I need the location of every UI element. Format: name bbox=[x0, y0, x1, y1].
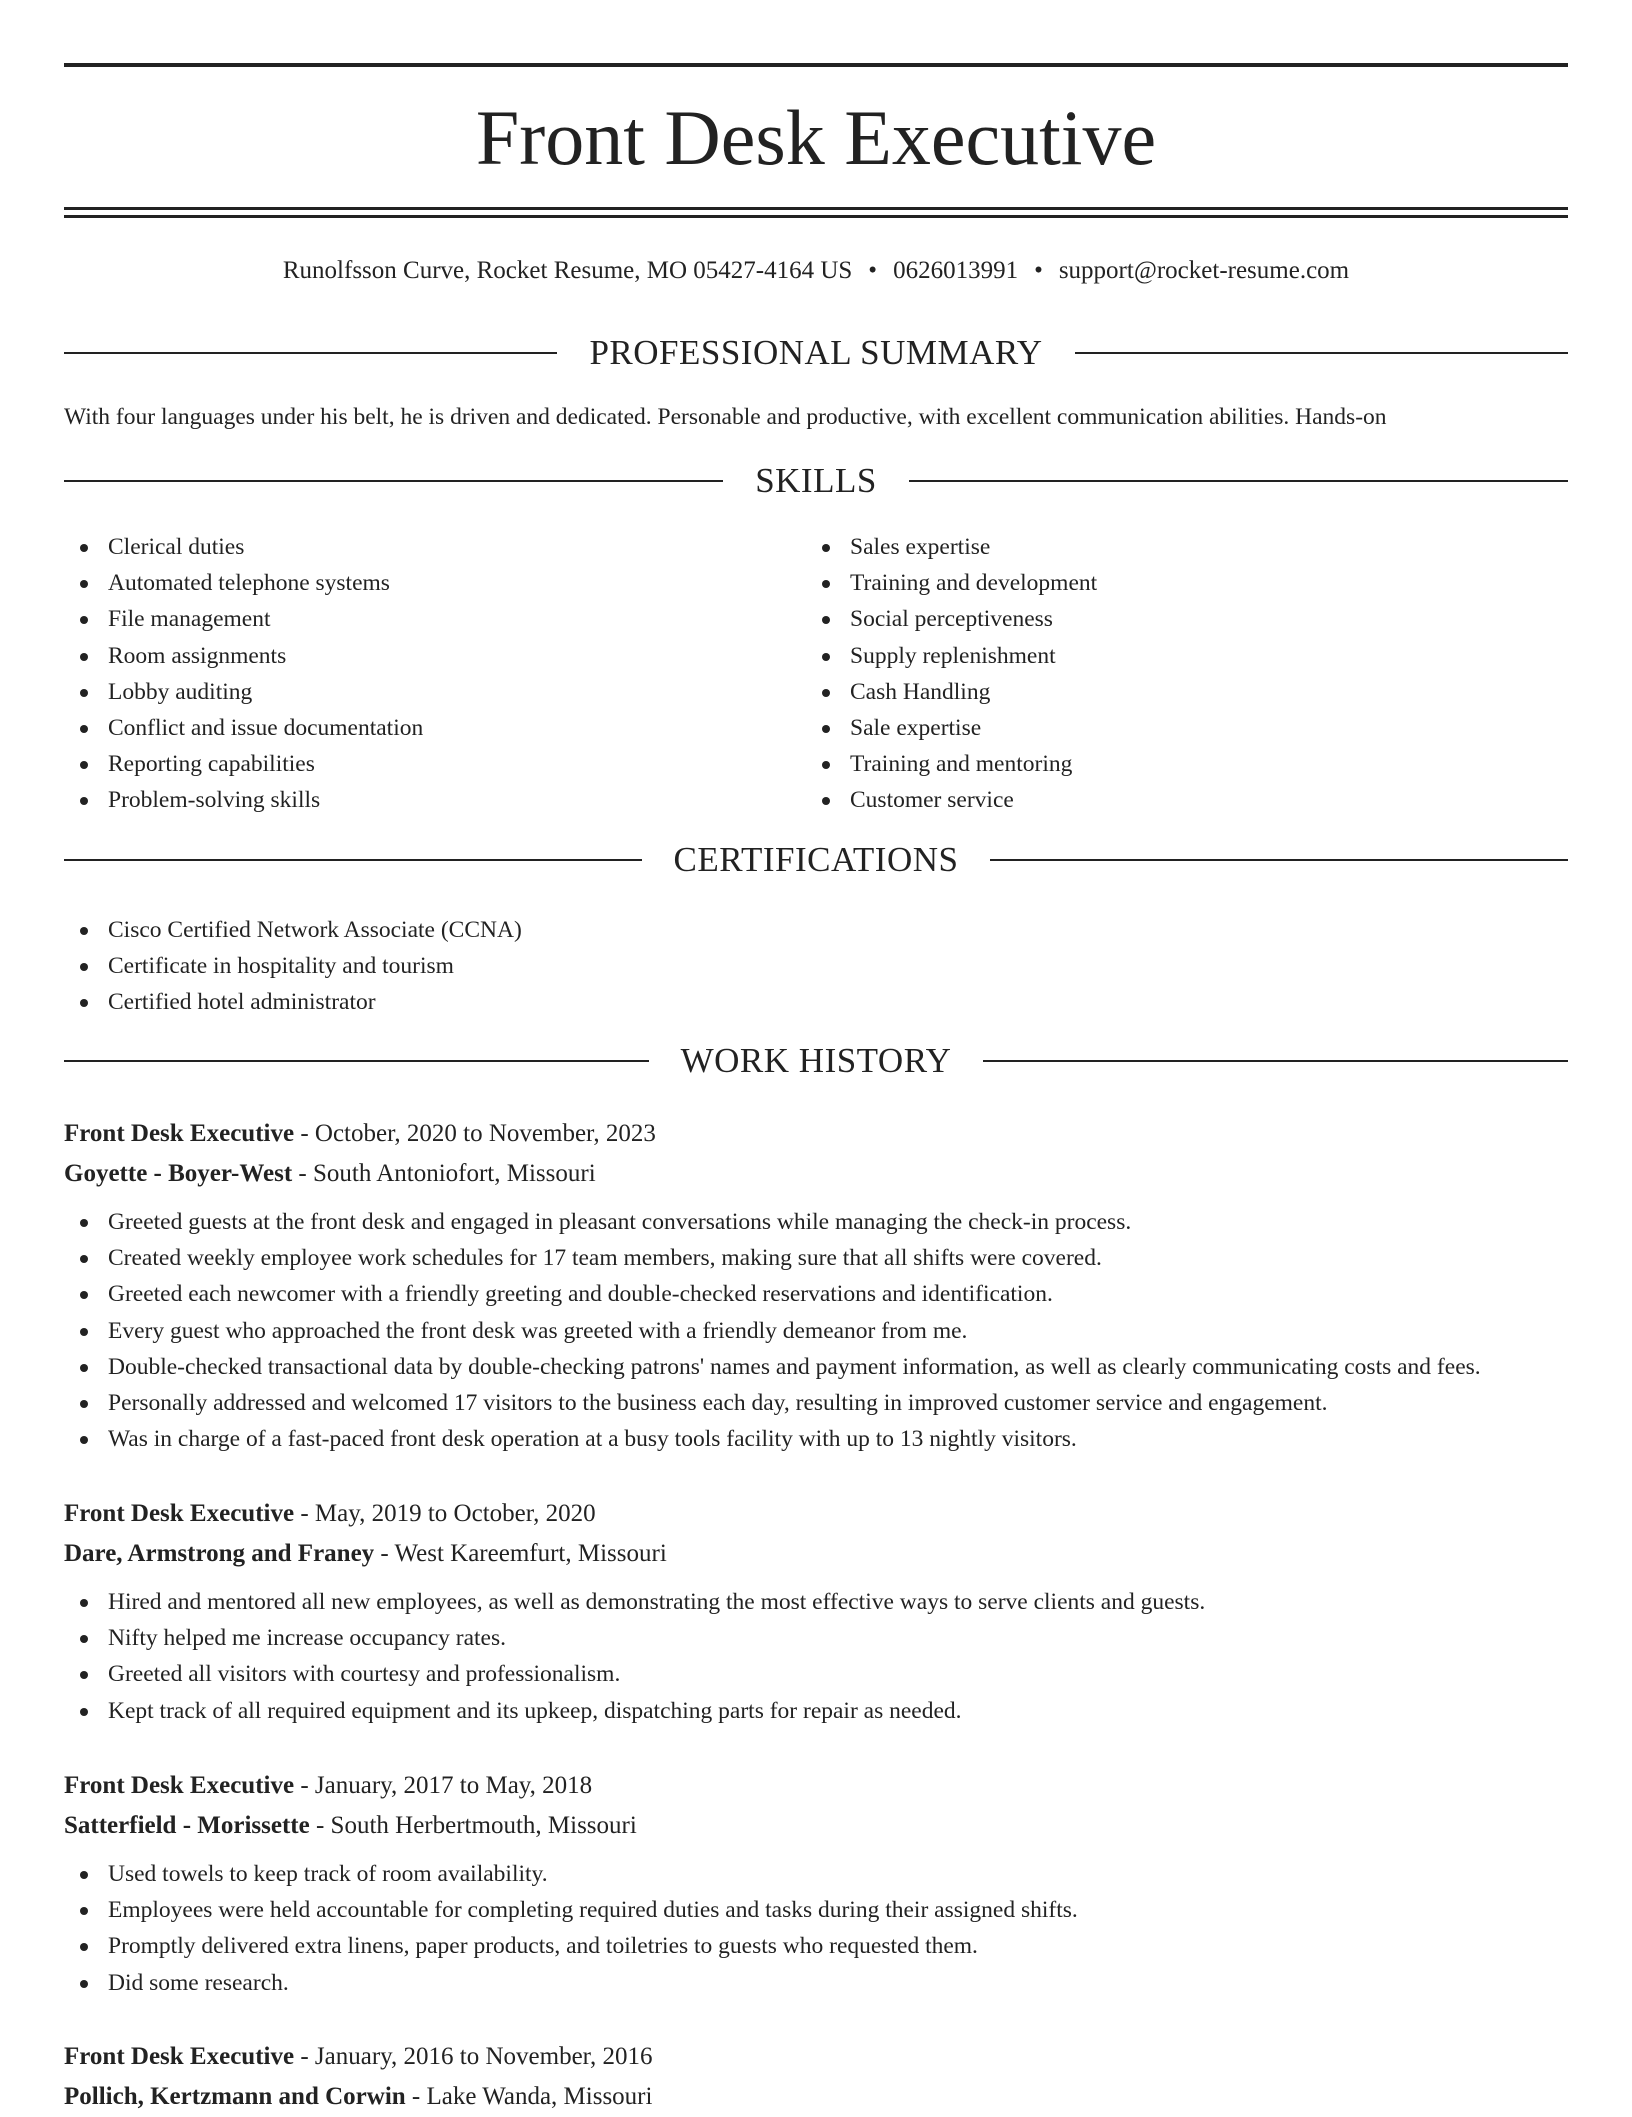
certification-item: Certified hotel administrator bbox=[64, 984, 1568, 1020]
job-entry bbox=[64, 1114, 1568, 1457]
skill-item: File management bbox=[64, 601, 804, 637]
resume-title: Front Desk Executive bbox=[475, 94, 1157, 181]
job-duty-item: Every guest who approached the front desk was greeted with a friendly demeanor from me. bbox=[64, 1313, 1568, 1349]
summary-heading bbox=[64, 331, 1568, 375]
skill-item: Conflict and issue documentation bbox=[64, 710, 804, 746]
job-company: Pollich, Kertzmann and Corwin bbox=[64, 2083, 406, 2110]
work-history-heading bbox=[64, 1039, 1568, 1083]
skills-list-right bbox=[806, 529, 1546, 819]
job-company-line bbox=[64, 1154, 1568, 1194]
heading-rule-left bbox=[64, 480, 723, 482]
heading-rule-left bbox=[64, 859, 642, 861]
heading-rule-right bbox=[983, 1060, 1568, 1062]
skill-item: Training and development bbox=[806, 565, 1546, 601]
certifications-list-container bbox=[64, 912, 1568, 1021]
heading-rule-right bbox=[909, 480, 1568, 482]
contact-separator: • bbox=[1034, 257, 1043, 284]
top-divider bbox=[64, 63, 1568, 67]
job-duties-list bbox=[64, 1584, 1568, 1729]
skill-item: Social perceptiveness bbox=[806, 601, 1546, 637]
job-duty-item: Nifty helped me increase occupancy rates. bbox=[64, 1620, 1568, 1656]
job-duty-item: Greeted each newcomer with a friendly greeting and double-checked reservations and identification. bbox=[64, 1276, 1568, 1312]
heading-rule-right bbox=[1075, 352, 1568, 354]
heading-rule-right bbox=[990, 859, 1568, 861]
skill-item: Sales expertise bbox=[806, 529, 1546, 565]
certification-item: Certificate in hospitality and tourism bbox=[64, 948, 1568, 984]
job-company: Dare, Armstrong and Franey bbox=[64, 1540, 375, 1567]
job-company-line bbox=[64, 2077, 1568, 2117]
job-entry bbox=[64, 1766, 1568, 2001]
job-duty-item: Greeted guests at the front desk and engaged in pleasant conversations while managing the check-in process. bbox=[64, 1204, 1568, 1240]
skill-item: Lobby auditing bbox=[64, 674, 804, 710]
job-title: Front Desk Executive bbox=[64, 1772, 295, 1799]
job-title-line bbox=[64, 1766, 1568, 1806]
job-location: - South Antoniofort, Missouri bbox=[292, 1160, 596, 1187]
skill-item: Reporting capabilities bbox=[64, 746, 804, 782]
skill-item: Supply replenishment bbox=[806, 638, 1546, 674]
job-dates: - January, 2017 to May, 2018 bbox=[294, 1772, 593, 1799]
title-divider-upper bbox=[64, 207, 1568, 210]
skills-column-left bbox=[64, 529, 804, 819]
job-company: Goyette - Boyer-West bbox=[64, 1160, 293, 1187]
job-duty-item: Created weekly employee work schedules for 17 team members, making sure that all shifts were covered. bbox=[64, 1240, 1568, 1276]
skill-item: Problem-solving skills bbox=[64, 782, 804, 818]
heading-rule-left bbox=[64, 1060, 649, 1062]
skills-heading bbox=[64, 459, 1568, 503]
job-dates: - May, 2019 to October, 2020 bbox=[294, 1500, 596, 1527]
contact-email[interactable]: support@rocket-resume.com bbox=[1058, 257, 1350, 284]
skill-item: Sale expertise bbox=[806, 710, 1546, 746]
job-location: - West Kareemfurt, Missouri bbox=[374, 1540, 667, 1567]
job-duty-item: Was in charge of a fast-paced front desk operation at a busy tools facility with up to 13 nightly visitors. bbox=[64, 1421, 1568, 1457]
contact-separator: • bbox=[868, 257, 878, 284]
job-entry bbox=[64, 1494, 1568, 1729]
skill-item: Room assignments bbox=[64, 638, 804, 674]
job-duties-list bbox=[64, 1204, 1568, 1457]
summary-heading-text: PROFESSIONAL SUMMARY bbox=[589, 333, 1043, 372]
job-duty-item: Personally addressed and welcomed 17 visitors to the business each day, resulting in improved customer service and engagement. bbox=[64, 1385, 1568, 1421]
skill-item: Training and mentoring bbox=[806, 746, 1546, 782]
job-company-line bbox=[64, 1806, 1568, 1846]
heading-rule-left bbox=[64, 352, 557, 354]
job-duty-item: Used towels to keep track of room availability. bbox=[64, 1856, 1568, 1892]
job-title: Front Desk Executive bbox=[64, 1120, 295, 1147]
job-company-line bbox=[64, 1534, 1568, 1574]
job-title-line bbox=[64, 1114, 1568, 1154]
certifications-heading-text: CERTIFICATIONS bbox=[673, 840, 959, 879]
title-divider-lower bbox=[64, 215, 1568, 218]
job-duty-item: Did some research. bbox=[64, 1965, 1568, 2001]
job-title-line bbox=[64, 1494, 1568, 1534]
skill-item: Customer service bbox=[806, 782, 1546, 818]
summary-text: With four languages under his belt, he is driven and dedicated. Personable and productive, with excellent communication abilities. Hands-on bbox=[64, 404, 1387, 430]
certifications-heading bbox=[64, 838, 1568, 882]
job-entry bbox=[64, 2037, 1568, 2117]
job-title: Front Desk Executive bbox=[64, 1500, 295, 1527]
job-duties-list bbox=[64, 1856, 1568, 2001]
skills-heading-text: SKILLS bbox=[755, 461, 877, 500]
skill-item: Cash Handling bbox=[806, 674, 1546, 710]
skills-list-left bbox=[64, 529, 804, 819]
job-duty-item: Greeted all visitors with courtesy and professionalism. bbox=[64, 1656, 1568, 1692]
job-company: Satterfield - Morissette bbox=[64, 1812, 310, 1839]
job-location: - South Herbertmouth, Missouri bbox=[309, 1812, 637, 1839]
skills-column-right bbox=[806, 529, 1546, 819]
job-title-line bbox=[64, 2037, 1568, 2077]
job-duty-item: Promptly delivered extra linens, paper products, and toiletries to guests who requested them. bbox=[64, 1928, 1568, 1964]
job-dates: - January, 2016 to November, 2016 bbox=[294, 2043, 653, 2070]
contact-phone: 0626013991 bbox=[893, 257, 1019, 284]
contact-address: Runolfsson Curve, Rocket Resume, MO 05427-4164 US bbox=[282, 257, 853, 284]
job-title: Front Desk Executive bbox=[64, 2043, 295, 2070]
certifications-list bbox=[64, 912, 1568, 1021]
skill-item: Clerical duties bbox=[64, 529, 804, 565]
job-duty-item: Kept track of all required equipment and its upkeep, dispatching parts for repair as needed. bbox=[64, 1693, 1568, 1729]
work-history-heading-text: WORK HISTORY bbox=[680, 1041, 952, 1080]
job-duty-item: Double-checked transactional data by double-checking patrons' names and payment information, as well as clearly communicating costs and fees. bbox=[64, 1349, 1568, 1385]
job-location: - Lake Wanda, Missouri bbox=[405, 2083, 653, 2110]
contact-info bbox=[64, 255, 1568, 287]
job-duty-item: Hired and mentored all new employees, as well as demonstrating the most effective ways to serve clients and guests. bbox=[64, 1584, 1568, 1620]
certification-item: Cisco Certified Network Associate (CCNA) bbox=[64, 912, 1568, 948]
skill-item: Automated telephone systems bbox=[64, 565, 804, 601]
job-dates: - October, 2020 to November, 2023 bbox=[294, 1120, 656, 1147]
job-duty-item: Employees were held accountable for completing required duties and tasks during their assigned shifts. bbox=[64, 1892, 1568, 1928]
